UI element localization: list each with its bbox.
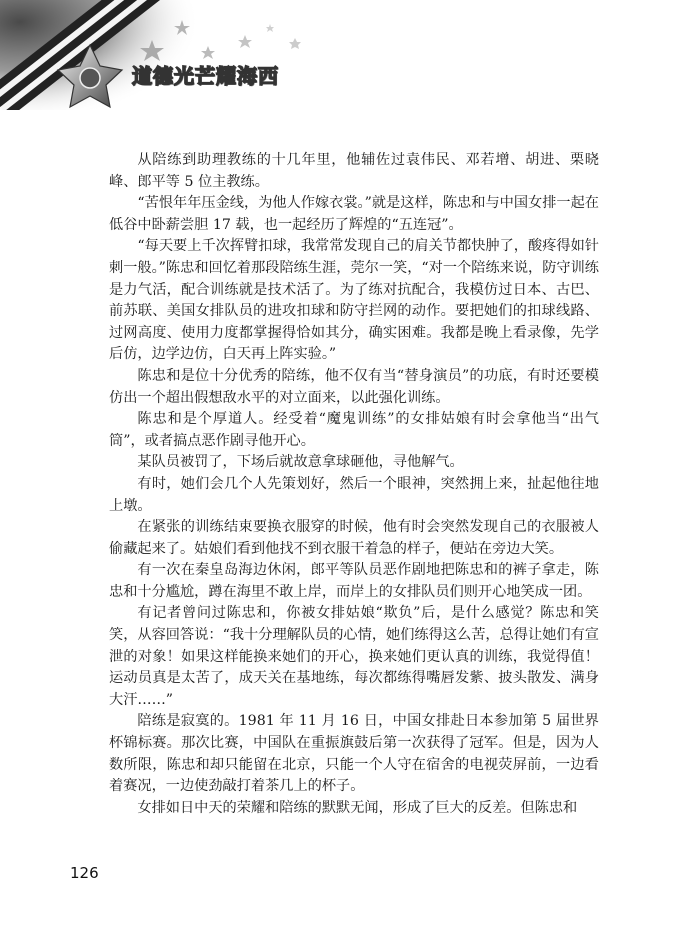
paragraph: 有记者曾问过陈忠和，你被女排姑娘“欺负”后，是什么感觉？陈忠和笑笑，从容回答说：“我十分理解队员的心情，她们练得这么苦，总得让她们有宣泄的对象！如果这样能换来她们的开心，换来她们更认真的训练，我觉得值！运动员真是太苦了，成天关在基地练，每次都练得嘴唇发紫、披头散发、满身大汗……”: [109, 605, 599, 708]
paragraph: 有一次在秦皇岛海边休闲，郎平等队员恶作剧地把陈忠和的裤子拿走，陈忠和十分尴尬，蹲在海里不敢上岸，而岸上的女排队员们则开心地笑成一团。: [109, 562, 599, 600]
star-icon: [238, 35, 252, 48]
medal-center-icon: [80, 68, 100, 88]
paragraph: 有时，她们会几个人先策划好，然后一个眼神，突然拥上来，扯起他往地上墩。: [109, 475, 599, 514]
header-decoration: [0, 0, 330, 110]
article-body: [109, 150, 599, 819]
header-title: 道德光芒耀海西: [132, 64, 279, 88]
paragraph: 在紧张的训练结束要换衣服穿的时候，他有时会突然发现自己的衣服被人偷藏起来了。姑娘们看到他找不到衣服干着急的样子，便站在旁边大笑。: [109, 519, 599, 557]
page-number: 126: [70, 864, 99, 882]
paragraph: “苦恨年年压金线，为他人作嫁衣裳。”就是这样，陈忠和与中国女排一起在低谷中卧薪尝胆 17 载，也一起经历了辉煌的“五连冠”。: [109, 195, 599, 233]
paragraph: 某队员被罚了，下场后就故意拿球砸他，寻他解气。: [137, 454, 464, 471]
paragraph: 陈忠和是位十分优秀的陪练，他不仅有当“替身演员”的功底，有时还要模仿出一个超出假想敌水平的对立面来，以此强化训练。: [109, 367, 599, 406]
star-icon: [289, 38, 301, 49]
paragraph: 从陪练到助理教练的十几年里，他辅佐过袁伟民、邓若增、胡进、栗晓峰、郎平等 5 位主教练。: [109, 152, 599, 190]
paragraph: 陪练是寂寞的。1981 年 11 月 16 日，中国女排赴日本参加第 5 届世界杯锦标赛。那次比赛，中国队在重振旗鼓后第一次获得了冠军。但是，因为人数所限，陈忠和却只能留在北京，只能一个人守在宿舍的电视荧屏前，一边看着赛况，一边使劲敲打着茶几上的杯子。: [109, 713, 599, 795]
paragraph: “每天要上千次挥臂扣球，我常常发现自己的肩关节都快肿了，酸疼得如针刺一般。”陈忠和回忆着那段陪练生涯，莞尔一笑，“对一个陪练来说，防守训练是力气活，配合训练就是技术活了。为了练对抗配合，我模仿过日本、古巴、前苏联、美国女排队员的进攻扣球和防守拦网的动作。要把她们的扣球线路、过网高度、使用力度都掌握得恰如其分，确实困难。我都是晚上看录像，先学后仿，边学边仿，白天再上阵实验。”: [109, 238, 599, 363]
star-icon: [266, 24, 274, 32]
star-icon: [201, 46, 215, 59]
paragraph: 女排如日中天的荣耀和陪练的默默无闻，形成了巨大的反差。但陈忠和: [137, 799, 578, 816]
paragraph: 陈忠和是个厚道人。经受着“魔鬼训练”的女排姑娘有时会拿他当“出气筒”，或者搞点恶作剧寻他开心。: [109, 411, 599, 449]
